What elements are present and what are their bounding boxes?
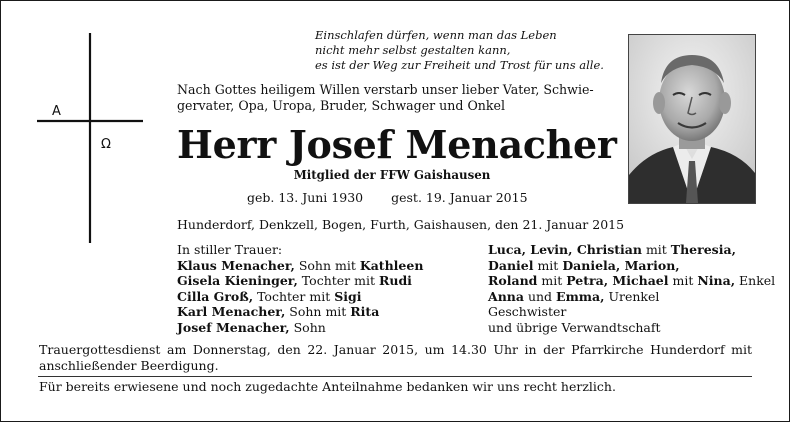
mourner-line — [488, 258, 775, 274]
intro-line: gervater, Opa, Uropa, Bruder, Schwager und Onkel — [177, 98, 506, 113]
mourner-name: Emma, — [556, 288, 605, 304]
thanks-text: Für bereits erwiesene und noch zugedachte Anteilnahme bedanken wir uns recht herzlich. — [39, 379, 616, 394]
mourner-name: Karl Menacher, — [177, 304, 286, 319]
mourner-relation: Sohn — [289, 319, 326, 335]
death-date: gest. 19. Januar 2015 — [391, 190, 528, 205]
quote-line: nicht mehr selbst gestalten kann, — [315, 43, 511, 57]
mourner-relation: mit — [533, 257, 563, 273]
mourner-relation: Urenkel — [604, 288, 660, 304]
mourner-relation: In stiller Trauer: — [177, 242, 283, 257]
omega-symbol: Ω — [101, 137, 111, 152]
mourner-name: Roland — [488, 273, 538, 288]
mourner-relation: und — [523, 288, 557, 304]
mourner-name: Gisela Kieninger, — [177, 273, 298, 288]
mourner-name: Anna — [488, 288, 524, 304]
mourner-relation: mit — [537, 273, 567, 288]
mourner-name: Rita — [350, 304, 380, 319]
intro-line: Nach Gottes heiligem Willen verstarb unser lieber Vater, Schwie- — [177, 82, 594, 97]
mourners-right-column — [488, 242, 775, 335]
mourner-line — [488, 273, 775, 289]
mourner-line — [177, 242, 423, 258]
mourner-line — [177, 320, 423, 336]
mourner-line — [488, 242, 775, 258]
quote-verse — [315, 28, 605, 73]
mourner-line — [488, 289, 775, 305]
deceased-name: Herr Josef Menacher — [177, 122, 617, 167]
mourner-name: Theresia, — [670, 242, 736, 257]
mourner-name: Josef Menacher, — [177, 319, 290, 335]
divider — [38, 376, 752, 377]
mourner-name: Rudi — [378, 273, 412, 288]
quote-line: es ist der Weg zur Freiheit und Trost für uns alle. — [315, 58, 604, 72]
membership-line: Mitglied der FFW Gaishausen — [293, 168, 491, 182]
mourner-name: Daniel — [488, 257, 534, 273]
mourner-name: Petra, Michael — [566, 273, 669, 288]
life-dates — [247, 190, 528, 205]
mourner-line — [177, 258, 423, 274]
mourner-relation: und übrige Verwandtschaft — [488, 319, 661, 335]
mourner-line — [177, 273, 423, 289]
mourner-name: Daniela, Marion, — [562, 257, 680, 273]
cross-icon — [31, 33, 151, 243]
mourner-relation: Sohn mit — [294, 257, 360, 273]
alpha-symbol: A — [52, 104, 61, 119]
mourner-relation: mit — [668, 273, 698, 288]
mourner-relation: Tochter mit — [253, 288, 335, 304]
birth-date: geb. 13. Juni 1930 — [247, 190, 364, 205]
intro-text — [177, 82, 607, 114]
mourner-name: Klaus Menacher, — [177, 257, 295, 273]
mourner-relation: Sohn mit — [285, 304, 351, 319]
mourner-relation: mit — [641, 242, 671, 257]
mourner-line — [488, 320, 775, 336]
mourner-line — [177, 289, 423, 305]
mourner-line — [177, 304, 423, 320]
funeral-service-text: Trauergottesdienst am Donnerstag, den 22. Januar 2015, um 14.30 Uhr in der Pfarrkirche Hunderdorf mit anschließender Beerdigung. — [39, 342, 752, 373]
mourner-name: Cilla Groß, — [177, 288, 254, 304]
mourner-relation: Tochter mit — [297, 273, 379, 288]
mourner-name: Sigi — [334, 288, 362, 304]
mourner-line — [488, 304, 775, 320]
quote-line: Einschlafen dürfen, wenn man das Leben — [315, 28, 557, 42]
mourner-name: Kathleen — [359, 257, 424, 273]
mourner-relation: Enkel — [735, 273, 776, 288]
portrait-photo — [628, 34, 756, 204]
mourner-name: Nina, — [697, 273, 736, 288]
mourner-relation: Geschwister — [488, 304, 567, 319]
mourner-name: Luca, Levin, Christian — [488, 242, 642, 257]
mourners-left-column — [177, 242, 423, 335]
place-date-line: Hunderdorf, Denkzell, Bogen, Furth, Gaishausen, den 21. Januar 2015 — [177, 217, 625, 232]
